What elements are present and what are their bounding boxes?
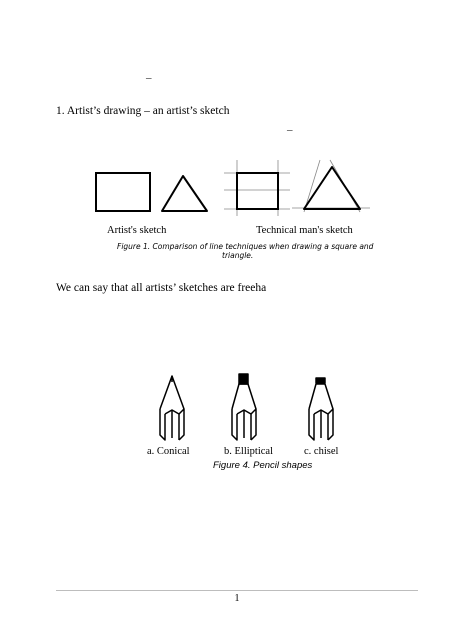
artist-triangle bbox=[162, 176, 207, 211]
figure-1-caption-line2: triangle. bbox=[222, 251, 254, 260]
pencil-elliptical bbox=[232, 374, 256, 440]
figure-1-label-technical: Technical man's sketch bbox=[256, 225, 353, 236]
body-paragraph: We can say that all artists’ sketches are freeha bbox=[56, 282, 267, 294]
page-number: 1 bbox=[234, 593, 240, 604]
stray-dash-right: – bbox=[287, 124, 293, 136]
figure-4-label-chisel: c. chisel bbox=[304, 446, 339, 457]
section-heading: 1. Artist’s drawing – an artist’s sketch bbox=[56, 105, 230, 117]
artist-square bbox=[96, 173, 150, 211]
pencil-conical bbox=[160, 376, 184, 440]
figure-4-label-conical: a. Conical bbox=[147, 446, 190, 457]
pencil-chisel bbox=[309, 378, 333, 440]
figure-1-label-artist: Artist's sketch bbox=[107, 225, 167, 236]
figure-4-caption: Figure 4. Pencil shapes bbox=[213, 460, 313, 471]
figure-1-caption-line1: Figure 1. Comparison of line techniques when drawing a square and bbox=[117, 242, 374, 251]
stray-dash-top: – bbox=[146, 72, 152, 84]
technical-square bbox=[224, 160, 290, 216]
figure-4-label-elliptical: b. Elliptical bbox=[224, 446, 273, 457]
footer-divider bbox=[56, 590, 418, 591]
